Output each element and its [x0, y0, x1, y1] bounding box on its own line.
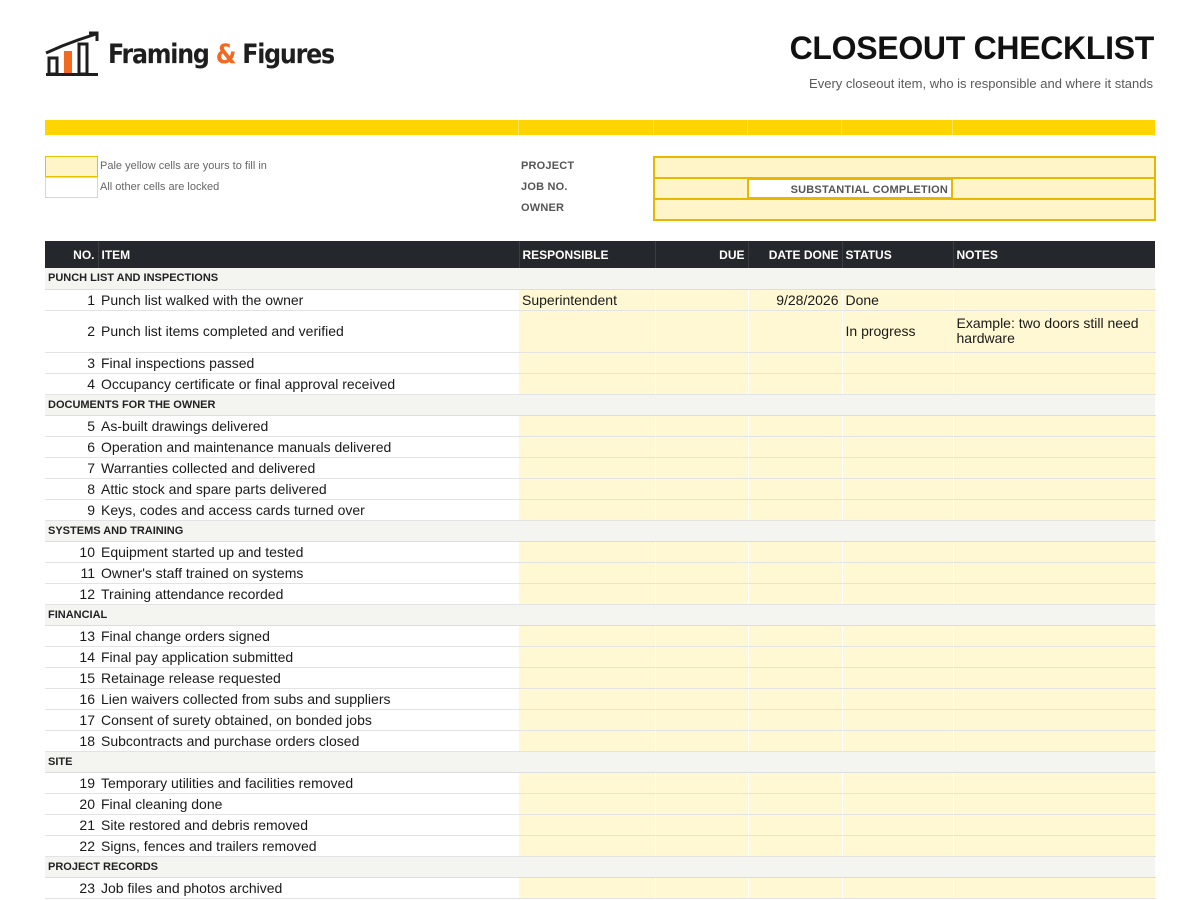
- legend-fill-text: Pale yellow cells are yours to fill in: [100, 160, 267, 172]
- notes-cell[interactable]: Example: two doors still need hardware: [953, 310, 1155, 352]
- status-cell[interactable]: [842, 436, 953, 457]
- due-cell[interactable]: [655, 709, 748, 730]
- table-row: [45, 835, 1155, 856]
- section-header-row: [45, 604, 1155, 625]
- item-description: Site restored and debris removed: [98, 814, 519, 835]
- table-row: [45, 730, 1155, 751]
- item-number: 17: [45, 709, 98, 730]
- status-cell[interactable]: [842, 457, 953, 478]
- header-divider-bar: [45, 120, 1155, 135]
- date-done-cell[interactable]: [748, 478, 842, 499]
- table-row: [45, 373, 1155, 394]
- item-number: 3: [45, 352, 98, 373]
- responsible-cell[interactable]: [519, 835, 655, 856]
- section-title: FINANCIAL: [45, 604, 1155, 625]
- status-cell[interactable]: [842, 583, 953, 604]
- responsible-cell[interactable]: [519, 877, 655, 898]
- item-description: Signs, fences and trailers removed: [98, 835, 519, 856]
- column-header-notes: NOTES: [953, 241, 1155, 268]
- status-cell[interactable]: [842, 541, 953, 562]
- status-cell[interactable]: [842, 730, 953, 751]
- responsible-cell[interactable]: [519, 415, 655, 436]
- item-number: 21: [45, 814, 98, 835]
- item-number: 8: [45, 478, 98, 499]
- item-description: Punch list items completed and verified: [98, 310, 519, 352]
- legend-fill-swatch: [45, 156, 98, 177]
- legend-locked-text: All other cells are locked: [100, 181, 220, 193]
- date-done-cell[interactable]: [748, 814, 842, 835]
- table-row: [45, 772, 1155, 793]
- project-label: PROJECT: [521, 160, 575, 172]
- job-no-field[interactable]: [653, 177, 749, 200]
- due-cell[interactable]: [655, 793, 748, 814]
- bar-chart-logo-icon: [44, 31, 100, 77]
- due-cell[interactable]: [655, 373, 748, 394]
- column-header-no: NO.: [45, 241, 98, 268]
- item-description: Attic stock and spare parts delivered: [98, 478, 519, 499]
- table-row: [45, 457, 1155, 478]
- status-cell[interactable]: [842, 499, 953, 520]
- item-number: 16: [45, 688, 98, 709]
- notes-cell[interactable]: [953, 289, 1155, 310]
- due-cell[interactable]: [655, 415, 748, 436]
- item-number: 13: [45, 625, 98, 646]
- responsible-cell[interactable]: [519, 499, 655, 520]
- status-cell[interactable]: [842, 688, 953, 709]
- item-number: 2: [45, 310, 98, 352]
- notes-cell[interactable]: [953, 583, 1155, 604]
- due-cell[interactable]: [655, 835, 748, 856]
- item-number: 12: [45, 583, 98, 604]
- brand-name-part1: Framing: [108, 38, 216, 70]
- item-description: Retainage release requested: [98, 667, 519, 688]
- responsible-cell[interactable]: [519, 772, 655, 793]
- date-done-cell[interactable]: [748, 436, 842, 457]
- section-header-row: [45, 268, 1155, 289]
- table-row: [45, 625, 1155, 646]
- table-row: [45, 562, 1155, 583]
- table-row: [45, 499, 1155, 520]
- due-cell[interactable]: [655, 436, 748, 457]
- item-description: Subcontracts and purchase orders closed: [98, 730, 519, 751]
- item-description: Lien waivers collected from subs and suppliers: [98, 688, 519, 709]
- due-cell[interactable]: [655, 289, 748, 310]
- due-cell[interactable]: [655, 772, 748, 793]
- item-description: Keys, codes and access cards turned over: [98, 499, 519, 520]
- column-header-responsible: RESPONSIBLE: [519, 241, 655, 268]
- due-cell[interactable]: [655, 814, 748, 835]
- section-title: PROJECT RECORDS: [45, 856, 1155, 877]
- notes-cell[interactable]: [953, 541, 1155, 562]
- responsible-cell[interactable]: [519, 646, 655, 667]
- notes-cell[interactable]: [953, 793, 1155, 814]
- notes-cell[interactable]: [953, 835, 1155, 856]
- date-done-cell[interactable]: [748, 625, 842, 646]
- table-row: [45, 877, 1155, 898]
- notes-cell[interactable]: [953, 625, 1155, 646]
- item-description: As-built drawings delivered: [98, 415, 519, 436]
- item-description: Final pay application submitted: [98, 646, 519, 667]
- status-cell[interactable]: [842, 877, 953, 898]
- column-header-status: STATUS: [842, 241, 953, 268]
- item-number: 1: [45, 289, 98, 310]
- legend-locked-swatch: [45, 177, 98, 198]
- project-field[interactable]: [653, 156, 1156, 179]
- due-cell[interactable]: [655, 310, 748, 352]
- closeout-checklist-table: [45, 241, 1156, 899]
- section-header-row: [45, 394, 1155, 415]
- responsible-cell[interactable]: [519, 457, 655, 478]
- date-done-cell[interactable]: [748, 415, 842, 436]
- page-title: CLOSEOUT CHECKLIST: [789, 30, 1154, 66]
- notes-cell[interactable]: [953, 709, 1155, 730]
- due-cell[interactable]: [655, 877, 748, 898]
- status-cell[interactable]: [842, 562, 953, 583]
- responsible-cell[interactable]: [519, 373, 655, 394]
- status-cell[interactable]: [842, 814, 953, 835]
- notes-cell[interactable]: [953, 436, 1155, 457]
- item-number: 14: [45, 646, 98, 667]
- due-cell[interactable]: [655, 667, 748, 688]
- date-done-cell[interactable]: [748, 541, 842, 562]
- notes-cell[interactable]: [953, 772, 1155, 793]
- item-description: Operation and maintenance manuals delivered: [98, 436, 519, 457]
- due-cell[interactable]: [655, 541, 748, 562]
- date-done-cell[interactable]: [748, 457, 842, 478]
- table-row: [45, 709, 1155, 730]
- table-row: [45, 793, 1155, 814]
- brand-logo: [44, 30, 365, 78]
- item-description: Occupancy certificate or final approval received: [98, 373, 519, 394]
- notes-cell[interactable]: [953, 688, 1155, 709]
- date-done-cell[interactable]: [748, 772, 842, 793]
- item-description: Equipment started up and tested: [98, 541, 519, 562]
- item-number: 20: [45, 793, 98, 814]
- brand-name-part2: Figures: [235, 38, 334, 70]
- status-cell[interactable]: [842, 709, 953, 730]
- status-cell[interactable]: [842, 772, 953, 793]
- responsible-cell[interactable]: [519, 583, 655, 604]
- section-title: SYSTEMS AND TRAINING: [45, 520, 1155, 541]
- status-cell[interactable]: [842, 415, 953, 436]
- date-done-cell[interactable]: [748, 877, 842, 898]
- responsible-cell[interactable]: [519, 478, 655, 499]
- date-done-cell[interactable]: [748, 373, 842, 394]
- table-row: [45, 541, 1155, 562]
- item-number: 6: [45, 436, 98, 457]
- item-description: Final cleaning done: [98, 793, 519, 814]
- due-cell[interactable]: [655, 730, 748, 751]
- brand-name-ampersand: &: [215, 38, 236, 70]
- due-cell[interactable]: [655, 646, 748, 667]
- responsible-cell[interactable]: [519, 730, 655, 751]
- status-cell[interactable]: [842, 667, 953, 688]
- item-description: Training attendance recorded: [98, 583, 519, 604]
- item-description: Job files and photos archived: [98, 877, 519, 898]
- date-done-cell[interactable]: [748, 709, 842, 730]
- due-cell[interactable]: [655, 478, 748, 499]
- notes-cell[interactable]: [953, 814, 1155, 835]
- responsible-cell[interactable]: [519, 814, 655, 835]
- due-cell[interactable]: [655, 499, 748, 520]
- due-cell[interactable]: [655, 352, 748, 373]
- responsible-cell[interactable]: [519, 352, 655, 373]
- item-description: Temporary utilities and facilities removed: [98, 772, 519, 793]
- item-number: 11: [45, 562, 98, 583]
- notes-cell[interactable]: [953, 352, 1155, 373]
- date-done-cell[interactable]: [748, 646, 842, 667]
- date-done-cell[interactable]: [748, 583, 842, 604]
- column-header-item: ITEM: [98, 241, 519, 268]
- due-cell[interactable]: [655, 625, 748, 646]
- due-cell[interactable]: [655, 457, 748, 478]
- status-cell[interactable]: [842, 793, 953, 814]
- responsible-cell[interactable]: Superintendent: [519, 289, 655, 310]
- table-row: [45, 436, 1155, 457]
- table-row: [45, 415, 1155, 436]
- due-cell[interactable]: [655, 583, 748, 604]
- table-header-row: [45, 241, 1155, 268]
- table-row: [45, 646, 1155, 667]
- brand-name: [108, 39, 334, 70]
- date-done-cell[interactable]: [748, 499, 842, 520]
- owner-field[interactable]: [653, 198, 1156, 221]
- date-done-cell[interactable]: [748, 688, 842, 709]
- owner-label: OWNER: [521, 202, 565, 214]
- substantial-completion-field[interactable]: [951, 177, 1156, 200]
- item-number: 22: [45, 835, 98, 856]
- responsible-cell[interactable]: [519, 310, 655, 352]
- responsible-cell[interactable]: [519, 562, 655, 583]
- table-row: [45, 478, 1155, 499]
- item-number: 9: [45, 499, 98, 520]
- item-description: Warranties collected and delivered: [98, 457, 519, 478]
- item-description: Final inspections passed: [98, 352, 519, 373]
- checklist-body: [45, 268, 1155, 898]
- notes-cell[interactable]: [953, 373, 1155, 394]
- notes-cell[interactable]: [953, 730, 1155, 751]
- responsible-cell[interactable]: [519, 688, 655, 709]
- item-description: Owner's staff trained on systems: [98, 562, 519, 583]
- due-cell[interactable]: [655, 688, 748, 709]
- notes-cell[interactable]: [953, 499, 1155, 520]
- notes-cell[interactable]: [953, 877, 1155, 898]
- item-number: 7: [45, 457, 98, 478]
- responsible-cell[interactable]: [519, 709, 655, 730]
- item-number: 18: [45, 730, 98, 751]
- table-row: [45, 289, 1155, 310]
- status-cell[interactable]: [842, 373, 953, 394]
- table-row: [45, 667, 1155, 688]
- date-done-cell[interactable]: [748, 667, 842, 688]
- item-number: 15: [45, 667, 98, 688]
- status-cell[interactable]: [842, 352, 953, 373]
- column-header-date-done: DATE DONE: [748, 241, 842, 268]
- job-no-label: JOB NO.: [521, 181, 568, 193]
- notes-cell[interactable]: [953, 646, 1155, 667]
- section-header-row: [45, 751, 1155, 772]
- item-description: Consent of surety obtained, on bonded jobs: [98, 709, 519, 730]
- item-number: 10: [45, 541, 98, 562]
- status-cell[interactable]: In progress: [842, 310, 953, 352]
- notes-cell[interactable]: [953, 667, 1155, 688]
- date-done-cell[interactable]: [748, 835, 842, 856]
- notes-cell[interactable]: [953, 562, 1155, 583]
- responsible-cell[interactable]: [519, 793, 655, 814]
- section-header-row: [45, 856, 1155, 877]
- due-cell[interactable]: [655, 562, 748, 583]
- notes-cell[interactable]: [953, 457, 1155, 478]
- status-cell[interactable]: [842, 478, 953, 499]
- table-row: [45, 814, 1155, 835]
- table-row: [45, 688, 1155, 709]
- item-number: 19: [45, 772, 98, 793]
- section-title: PUNCH LIST AND INSPECTIONS: [45, 268, 1155, 289]
- date-done-cell[interactable]: 9/28/2026: [748, 289, 842, 310]
- item-number: 5: [45, 415, 98, 436]
- item-number: 4: [45, 373, 98, 394]
- item-description: Punch list walked with the owner: [98, 289, 519, 310]
- responsible-cell[interactable]: [519, 541, 655, 562]
- date-done-cell[interactable]: [748, 352, 842, 373]
- date-done-cell[interactable]: [748, 730, 842, 751]
- section-title: DOCUMENTS FOR THE OWNER: [45, 394, 1155, 415]
- table-row: [45, 352, 1155, 373]
- date-done-cell[interactable]: [748, 562, 842, 583]
- item-number: 23: [45, 877, 98, 898]
- table-row: [45, 310, 1155, 352]
- substantial-completion-label: SUBSTANTIAL COMPLETION: [749, 178, 951, 199]
- date-done-cell[interactable]: [748, 793, 842, 814]
- date-done-cell[interactable]: [748, 310, 842, 352]
- column-header-due: DUE: [655, 241, 748, 268]
- status-cell[interactable]: [842, 625, 953, 646]
- responsible-cell[interactable]: [519, 625, 655, 646]
- section-header-row: [45, 520, 1155, 541]
- item-description: Final change orders signed: [98, 625, 519, 646]
- section-title: SITE: [45, 751, 1155, 772]
- table-row: [45, 583, 1155, 604]
- page-subtitle: Every closeout item, who is responsible and where it stands: [809, 76, 1153, 91]
- status-cell[interactable]: [842, 835, 953, 856]
- responsible-cell[interactable]: [519, 667, 655, 688]
- status-cell[interactable]: Done: [842, 289, 953, 310]
- responsible-cell[interactable]: [519, 436, 655, 457]
- status-cell[interactable]: [842, 646, 953, 667]
- notes-cell[interactable]: [953, 415, 1155, 436]
- notes-cell[interactable]: [953, 478, 1155, 499]
